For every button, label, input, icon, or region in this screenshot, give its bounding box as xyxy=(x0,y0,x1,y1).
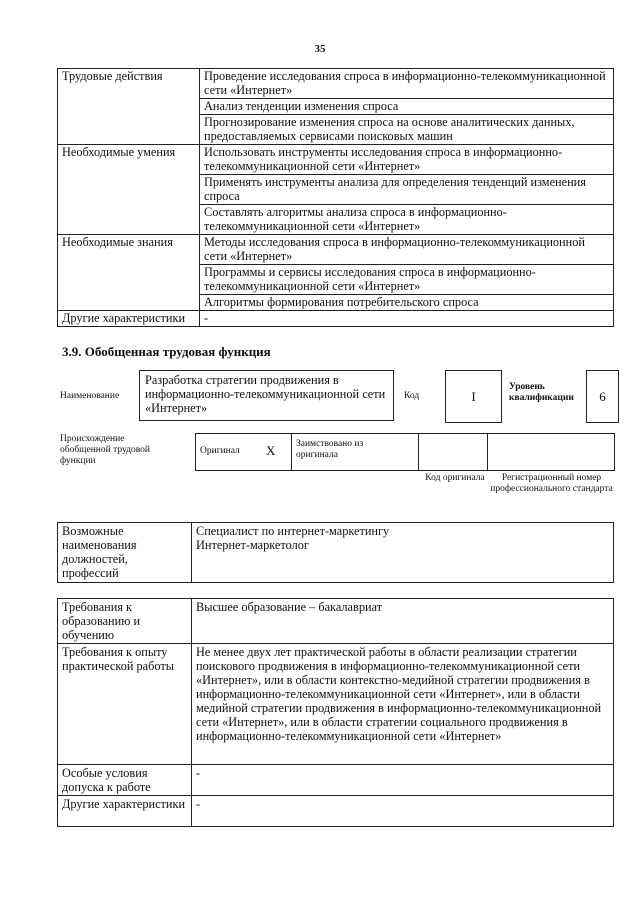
position-item: Специалист по интернет-маркетингу xyxy=(196,524,390,538)
table-row xyxy=(58,523,614,583)
level-label: Уровень квалификации xyxy=(509,382,574,403)
table-cell: Проведение исследования спроса в информационно-телекоммуникационной сети «Интернет» xyxy=(200,69,614,99)
row-label: Другие характеристики xyxy=(58,311,200,327)
row-label: Необходимые умения xyxy=(58,145,200,235)
borrowed-label: Заимствовано из оригинала xyxy=(296,439,364,460)
code-original-caption: Код оригинала xyxy=(425,473,485,483)
table-row xyxy=(58,69,614,99)
table-cell: - xyxy=(192,765,614,796)
code-box xyxy=(445,370,502,423)
row-label: Особые условия допуска к работе xyxy=(58,765,192,796)
table-row xyxy=(58,644,614,765)
table-row xyxy=(58,311,614,327)
original-mark: X xyxy=(266,443,276,458)
divider xyxy=(291,434,292,470)
table-cell: Высшее образование – бакалавриат xyxy=(192,599,614,644)
positions-cell xyxy=(192,523,614,583)
table-row xyxy=(58,796,614,827)
section-heading: 3.9. Обобщенная трудовая функция xyxy=(62,344,271,359)
table-row xyxy=(58,765,614,796)
table-cell: Составлять алгоритмы анализа спроса в информационно-телекоммуникационной сети «Интернет» xyxy=(200,205,614,235)
table-row xyxy=(58,599,614,644)
name-label: Наименование xyxy=(60,391,120,401)
divider xyxy=(487,434,488,470)
position-item: Интернет-маркетолог xyxy=(196,538,309,552)
row-label: Требования к образованию и обучению xyxy=(58,599,192,644)
table-cell: Не менее двух лет практической работы в области реализации стратегии поискового продвижения в информационно-телекоммуникационной сети «Интернет», или в области контекстно-медийной стратегии продвижения в информационно-телекоммуникационной сети «Интернет», или в области медийной стратегии продвижения в информационно-телекоммуникационной сети «Интернет», или в области стратегии социального продвижения в информационно-телекоммуникационной сети «Интернет» xyxy=(192,644,614,765)
code-label: Код xyxy=(404,391,420,401)
row-label: Необходимые знания xyxy=(58,235,200,311)
reg-number-caption: Регистрационный номер профессионального стандарта xyxy=(490,473,613,494)
requirements-table xyxy=(57,598,614,827)
positions-table xyxy=(57,522,614,583)
level-box xyxy=(586,370,619,423)
table-cell: Программы и сервисы исследования спроса в информационно-телекоммуникационной сети «Интернет» xyxy=(200,265,614,295)
row-label: Возможные наименования должностей, профессий xyxy=(58,523,192,583)
table-row xyxy=(58,145,614,175)
origin-label: Происхождение обобщенной трудовой функции xyxy=(60,434,150,466)
table-cell: Использовать инструменты исследования спроса в информационно-телекоммуникационной сети «Интернет» xyxy=(200,145,614,175)
divider xyxy=(418,434,419,470)
page-number: 35 xyxy=(314,43,326,55)
origin-row xyxy=(195,433,615,471)
table-cell: Анализ тенденции изменения спроса xyxy=(200,99,614,115)
table-cell: Применять инструменты анализа для определения тенденций изменения спроса xyxy=(200,175,614,205)
table-cell: Алгоритмы формирования потребительского спроса xyxy=(200,295,614,311)
table-cell: Методы исследования спроса в информационно-телекоммуникационной сети «Интернет» xyxy=(200,235,614,265)
table-row xyxy=(58,235,614,265)
original-label: Оригинал xyxy=(200,446,240,456)
row-label: Трудовые действия xyxy=(58,69,200,145)
function-name-value: Разработка стратегии продвижения в информационно-телекоммуникационной сети «Интернет» xyxy=(145,373,386,415)
labor-activities-table xyxy=(57,68,614,327)
table-cell: - xyxy=(200,311,614,327)
level-value: 6 xyxy=(599,388,606,404)
row-label: Требования к опыту практической работы xyxy=(58,644,192,765)
table-cell: - xyxy=(192,796,614,827)
table-cell: Прогнозирование изменения спроса на основе аналитических данных, предоставляемых сервисами поисковых машин xyxy=(200,115,614,145)
function-name-box xyxy=(139,370,394,421)
row-label: Другие характеристики xyxy=(58,796,192,827)
code-value: I xyxy=(471,388,476,404)
